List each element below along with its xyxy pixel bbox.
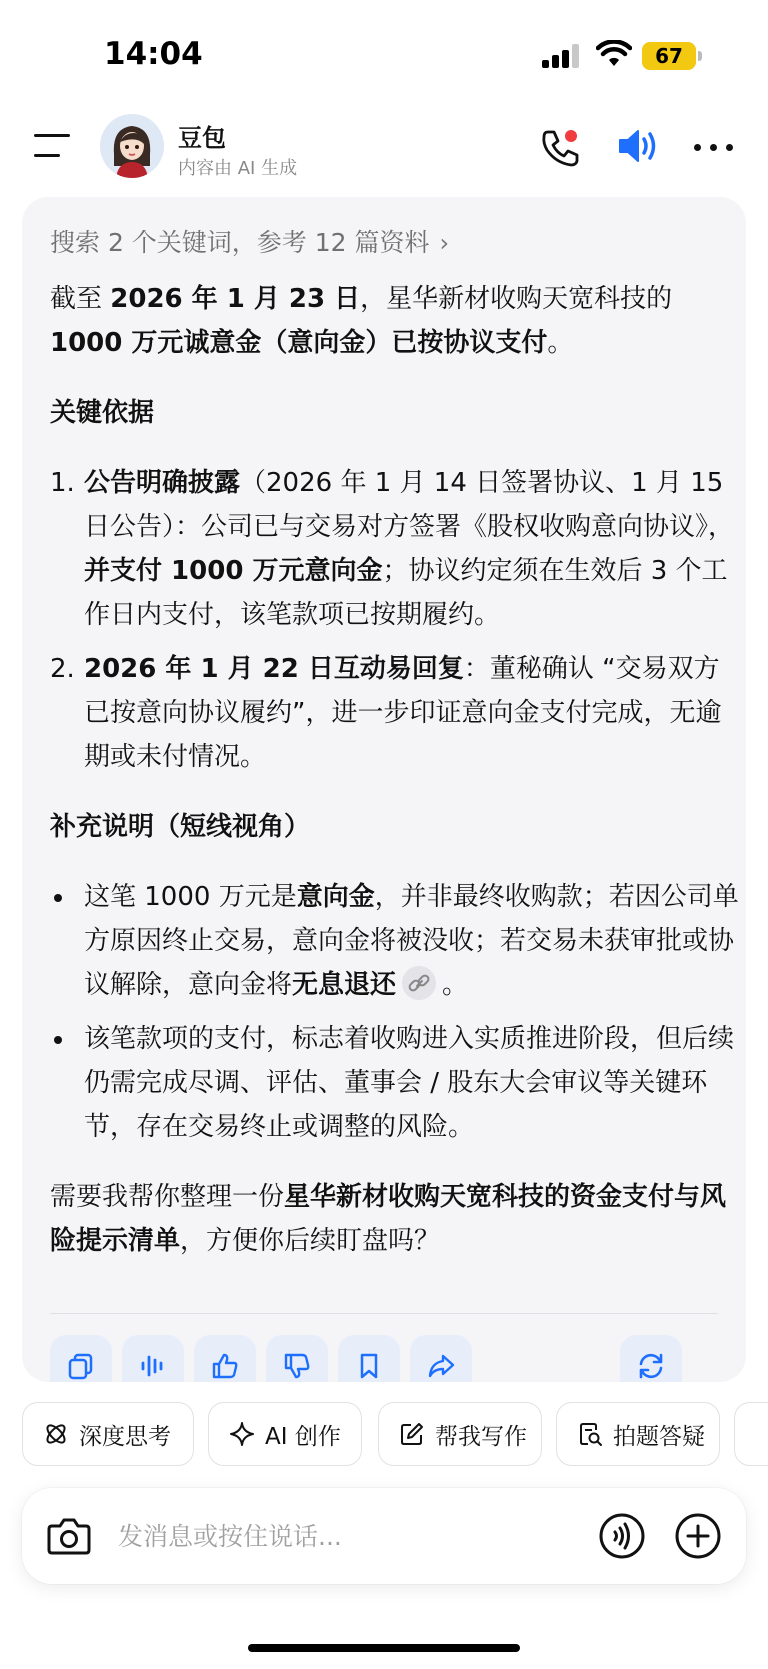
search-references-link[interactable]	[50, 223, 449, 259]
item2-heading: 2026 年 1 月 22 日互动易回复	[84, 654, 464, 684]
regenerate-button[interactable]	[620, 1335, 682, 1382]
share-button[interactable]	[410, 1335, 472, 1382]
intro-text-3: 。	[547, 328, 574, 358]
chip-help-write[interactable]	[378, 1402, 542, 1466]
chip-label: AI 创作	[265, 1423, 341, 1450]
quick-actions	[22, 1402, 768, 1468]
home-indicator	[248, 1644, 520, 1652]
message-actions	[50, 1335, 740, 1382]
avatar[interactable]	[100, 114, 164, 178]
notification-dot	[565, 130, 577, 142]
bullet1-highlight-2: 无息退还	[292, 970, 397, 1000]
intro-text-2: ，星华新材收购天宽科技的	[360, 284, 673, 314]
edit-icon	[399, 1421, 425, 1447]
chip-photo-solve[interactable]	[556, 1402, 720, 1466]
share-icon	[426, 1351, 456, 1381]
divider	[50, 1313, 718, 1314]
speaker-icon[interactable]	[616, 126, 660, 166]
wifi-icon	[596, 40, 632, 68]
status-bar	[0, 0, 768, 110]
scan-question-icon	[577, 1421, 603, 1447]
search-references-label: 搜索 2 个关键词，参考 12 篇资料	[50, 228, 430, 257]
list-item	[50, 1017, 740, 1149]
voice-input-icon[interactable]	[598, 1512, 646, 1560]
message-input-bar	[22, 1488, 746, 1584]
source-link-icon[interactable]	[402, 966, 436, 1000]
item1-heading: 公告明确披露	[84, 468, 241, 498]
more-options-icon[interactable]	[694, 144, 734, 152]
bullet1-text-1: 这笔 1000 万元是	[84, 882, 297, 912]
atom-icon	[43, 1421, 69, 1447]
closing-highlight: 星华新材收购天宽科技的资金支付与风险提示清单	[50, 1182, 727, 1256]
bullet1-highlight-1: 意向金	[296, 882, 375, 912]
item1-highlight: 并支付 1000 万元意向金	[84, 556, 383, 586]
thumbs-up-icon	[210, 1351, 240, 1381]
battery-cap	[698, 51, 702, 61]
bullet1-text-2: ，并非最终收购款；若因公司单方原因终止交易，意向金将被没收；若交易未获审批或协议解除，意向金将	[84, 882, 739, 1000]
bullet1-text-3: 。	[442, 970, 469, 1000]
intro-paragraph	[50, 277, 740, 365]
section-title-key-basis: 关键依据	[50, 398, 155, 428]
chip-label: 拍题答疑	[613, 1423, 705, 1450]
avatar-illustration	[100, 114, 164, 178]
battery-indicator: 67	[642, 42, 696, 70]
item2-text: ：董秘确认 “交易双方已按意向协议履约”，进一步印证意向金支付完成，无逾期或未付情况。	[84, 654, 722, 772]
chip-ai-create[interactable]	[208, 1402, 362, 1466]
copy-icon	[66, 1351, 96, 1381]
list-item	[50, 461, 740, 637]
intro-conclusion: 1000 万元诚意金（意向金）已按协议支付	[50, 328, 548, 358]
sparkle-icon	[229, 1421, 255, 1447]
status-time: 14:04	[104, 36, 203, 72]
closing-paragraph	[50, 1175, 740, 1263]
item1-text-1: （2026 年 1 月 14 日签署协议、1 月 15 日公告）：公司已与交易对方签署《股权收购意向协议》，	[84, 468, 735, 542]
chip-label: 深度思考	[79, 1423, 171, 1450]
closing-text-2: ，方便你后续盯盘吗？	[180, 1226, 441, 1256]
menu-icon[interactable]	[34, 134, 70, 160]
like-button[interactable]	[194, 1335, 256, 1382]
chevron-right-icon: ›	[439, 229, 450, 257]
cellular-signal-icon	[542, 44, 582, 68]
bullet2-text: 该笔款项的支付，标志着收购进入实质推进阶段，但后续仍需完成尽调、评估、董事会 / 股东大会审议等关键环节，存在交易终止或调整的风险。	[84, 1024, 735, 1142]
bot-name: 豆包	[178, 124, 226, 152]
dislike-button[interactable]	[266, 1335, 328, 1382]
message-content	[50, 277, 740, 1263]
chip-more[interactable]	[734, 1402, 768, 1466]
thumbs-down-icon	[282, 1351, 312, 1381]
message-input[interactable]	[116, 1514, 536, 1558]
plus-icon[interactable]	[674, 1512, 722, 1560]
section-title-supplement: 补充说明（短线视角）	[50, 812, 311, 842]
list-number: 2.	[50, 654, 75, 684]
list-item	[50, 875, 740, 1007]
bookmark-icon	[354, 1351, 384, 1381]
waveform-icon	[138, 1351, 168, 1381]
chat-header	[0, 110, 768, 190]
closing-text-1: 需要我帮你整理一份	[50, 1182, 285, 1212]
assistant-message-card	[22, 197, 746, 1382]
bookmark-button[interactable]	[338, 1335, 400, 1382]
refresh-icon	[635, 1350, 667, 1382]
intro-text-1: 截至	[50, 284, 111, 314]
list-number: 1.	[50, 468, 75, 498]
bullet-dot	[54, 1036, 62, 1044]
list-item	[50, 647, 740, 779]
read-aloud-button[interactable]	[122, 1335, 184, 1382]
camera-icon[interactable]	[46, 1514, 92, 1558]
item1-text-2: ；协议约定须在生效后 3 个工作日内支付，该笔款项已按期履约。	[84, 556, 728, 630]
ai-generated-label: 内容由 AI 生成	[178, 158, 298, 179]
chip-label: 帮我写作	[435, 1423, 527, 1450]
chip-deep-think[interactable]	[22, 1402, 194, 1466]
copy-button[interactable]	[50, 1335, 112, 1382]
bullet-dot	[54, 894, 62, 902]
intro-date: 2026 年 1 月 23 日	[110, 284, 361, 314]
